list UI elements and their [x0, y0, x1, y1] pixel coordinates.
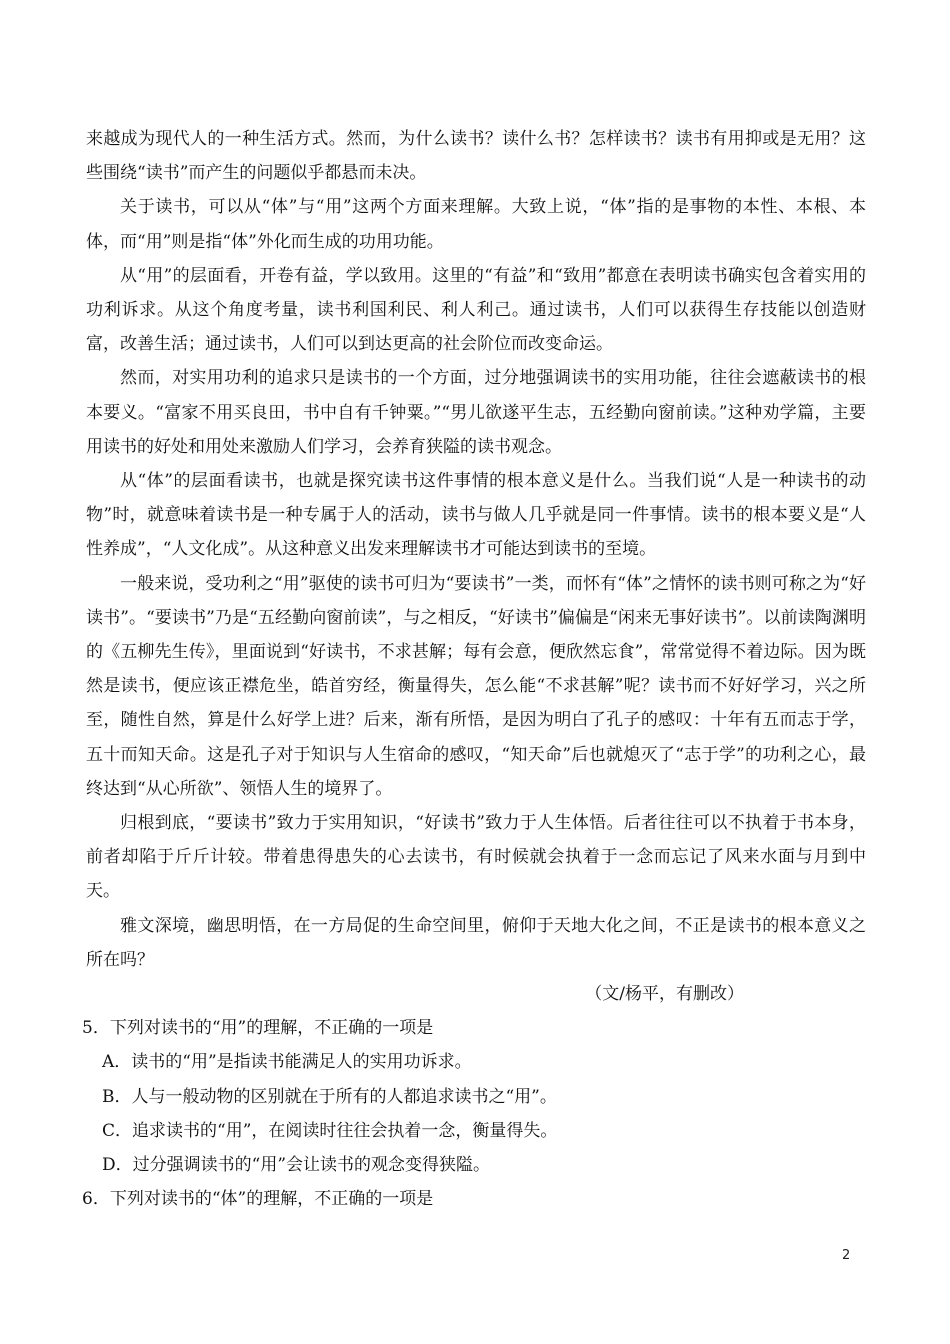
article-source: （文/杨平，有删改） — [585, 984, 744, 1005]
question-5-stem: 5．下列对读书的“用”的理解，不正确的一项是 — [82, 1018, 434, 1039]
page-number: 2 — [842, 1248, 851, 1263]
article-body — [82, 122, 866, 1217]
paragraph-5: 从“体”的层面看读书，也就是探究读书这件事情的根本意义是什么。当我们说“人是一种读书的动物”时，就意味着读书是一种专属于人的活动，读书与做人几乎就是同一件事情。读书的根本要义是“人性养成”，“人文化成”。从这种意义出发来理解读书才可能达到读书的至境。 — [86, 471, 866, 560]
question-5-option-b: B．人与一般动物的区别就在于所有的人都追求读书之“用”。 — [102, 1086, 557, 1107]
paragraph-2: 关于读书，可以从“体”与“用”这两个方面来理解。大致上说，“体”指的是事物的本性、本根、本体，而“用”则是指“体”外化而生成的功用功能。 — [86, 197, 866, 252]
paragraph-3: 从“用”的层面看，开卷有益，学以致用。这里的“有益”和“致用”都意在表明读书确实包含着实用的功利诉求。从这个角度考量，读书利国利民、利人利己。通过读书，人们可以获得生存技能以创造财富，改善生活；通过读书，人们可以到达更高的社会阶位而改变命运。 — [86, 265, 866, 355]
paragraph-1: 来越成为现代人的一种生活方式。然而，为什么读书？读什么书？怎样读书？读书有用抑或是无用？这些围绕“读书”而产生的问题似乎都悬而未决。 — [86, 129, 866, 184]
paragraph-7: 归根到底，“要读书”致力于实用知识，“好读书”致力于人生体悟。后者往往可以不执着于书本身，前者却陷于斤斤计较。带着患得患失的心去读书，有时候就会执着于一念而忘记了风来水面与月到中天。 — [86, 813, 866, 902]
question-5-option-a: A．读书的“用”是指读书能满足人的实用功诉求。 — [102, 1052, 472, 1073]
question-6-stem: 6．下列对读书的“体”的理解，不正确的一项是 — [82, 1189, 434, 1210]
question-5-option-c: C．追求读书的“用”，在阅读时往往会执着一念，衡量得失。 — [102, 1120, 558, 1141]
paragraph-6: 一般来说，受功利之“用”驱使的读书可归为“要读书”一类，而怀有“体”之情怀的读书则可称之为“好读书”。“要读书”乃是“五经勤向窗前读”，与之相反，“好读书”偏偏是“闲来无事好读书”。以前读陶渊明的《五柳先生传》，里面说到“好读书，不求甚解；每有会意，便欣然忘食”，常常觉得不着边际。因为既然是读书，便应该正襟危坐，皓首穷经，衡量得失，怎么能“不求甚解”呢？读书而不好好学习，兴之所至，随性自然，算是什么好学上进？后来，渐有所悟，是因为明白了孔子的感叹：十年有五而志于学，五十而知天命。这是孔子对于知识与人生宿命的感叹，“知天命”后也就熄灭了“志于学”的功利之心，最终达到“从心所欲”、领悟人生的境界了。 — [86, 573, 866, 799]
paragraph-4: 然而，对实用功利的追求只是读书的一个方面，过分地强调读书的实用功能，往往会遮蔽读书的根本要义。“富家不用买良田，书中自有千钟粟。”“男儿欲遂平生志，五经勤向窗前读。”这种劝学篇，主要用读书的好处和用处来激励人们学习，会养育狭隘的读书观念。 — [86, 368, 866, 457]
question-5-option-d: D．过分强调读书的“用”会让读书的观念变得狭隘。 — [102, 1155, 491, 1176]
paragraph-8: 雅文深境，幽思明悟，在一方局促的生命空间里，俯仰于天地大化之间，不正是读书的根本意义之所在吗？ — [86, 915, 866, 970]
